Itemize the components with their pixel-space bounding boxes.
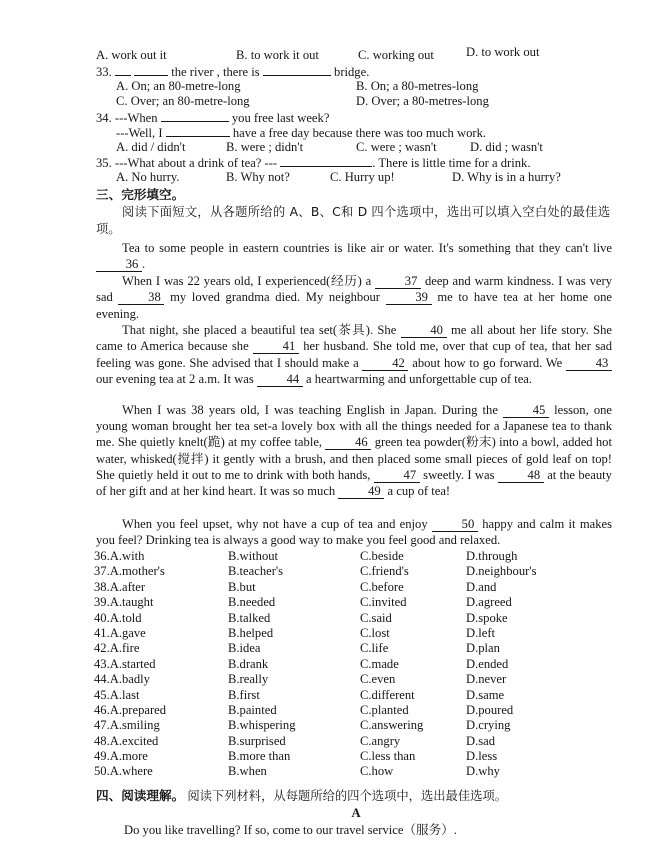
option-a: 49.A.more <box>94 749 148 764</box>
answer-blank <box>161 110 229 122</box>
cloze-blank-41: 41 <box>253 340 299 354</box>
option-b: B.when <box>228 764 267 779</box>
option-c: C.even <box>360 672 396 687</box>
paragraph-text: at the beauty of her gift and at her kind heart. It was so much <box>96 467 612 499</box>
option-c: C.said <box>360 610 392 625</box>
option-a: A. On; an 80-metre-long <box>116 79 241 93</box>
question-text: the river , there is <box>171 65 260 79</box>
cloze-blank-36: 36 <box>96 258 142 272</box>
paragraph-text: When you feel upset, why not have a cup of tea and enjoy <box>122 517 428 531</box>
option-c: C.how <box>360 764 394 779</box>
reading-heading-line <box>96 788 616 804</box>
question-text: you free last week? <box>231 111 330 125</box>
paragraph-text: my loved grandma died. My neighbour <box>170 290 380 305</box>
cloze-blank-46: 46 <box>325 436 371 450</box>
option-d: D.crying <box>466 718 511 733</box>
section-heading-reading: 四、阅读理解。 <box>96 788 185 803</box>
option-row <box>94 718 614 733</box>
option-b: B.needed <box>228 595 276 610</box>
paragraph-text: When I was 22 years old, I experienced(经历) a <box>122 274 372 288</box>
option-d: D. did ; wasn't <box>470 140 543 154</box>
paragraph-text: a cup of tea! <box>387 484 451 499</box>
option-b: B.but <box>228 579 256 594</box>
q35-options <box>116 170 616 185</box>
passage-first-line: Do you like travelling? If so, come to our travel service（服务）. <box>124 823 457 837</box>
option-c: C. were ; wasn't <box>356 140 437 154</box>
option-row <box>94 749 614 764</box>
answer-blank <box>280 155 372 167</box>
question-text: have a free day because there was too much work. <box>232 126 487 140</box>
option-row <box>94 564 614 579</box>
option-b: B. Why not? <box>226 170 290 184</box>
option-c: C.planted <box>360 702 409 717</box>
option-c: C. Over; an 80-metre-long <box>116 94 250 108</box>
question-35 <box>96 155 616 170</box>
paragraph-text: a heartwarming and unforgettable cup of tea. <box>306 372 533 387</box>
option-c: C.less than <box>360 749 416 764</box>
cloze-blank-45: 45 <box>503 404 549 418</box>
option-c: C.made <box>360 656 399 671</box>
option-c: C.life <box>360 641 389 656</box>
q34-options <box>116 140 616 155</box>
option-d: D.why <box>466 764 500 779</box>
option-row <box>94 595 614 610</box>
option-row <box>94 626 614 641</box>
paragraph-text: me to have tea at her home one evening. <box>96 290 612 321</box>
option-b: B. On; a 80-metres-long <box>356 79 479 93</box>
cloze-blank-47: 47 <box>374 469 420 483</box>
option-a: 36.A.with <box>94 549 145 563</box>
option-b: B.helped <box>228 625 274 640</box>
cloze-paragraph-3 <box>96 322 612 388</box>
option-a: A. No hurry. <box>116 170 180 184</box>
cloze-blank-50: 50 <box>432 518 478 532</box>
option-d: D. Why is in a hurry? <box>452 170 561 184</box>
option-a: 42.A.fire <box>94 641 140 656</box>
option-row <box>94 734 614 749</box>
option-b: B. to work it out <box>236 48 319 62</box>
option-d: D.through <box>466 549 518 563</box>
cloze-options-table <box>94 549 614 780</box>
question-number: 33. <box>96 65 112 79</box>
paragraph-text: When I was 38 years old, I was teaching English in Japan. During the <box>122 403 498 417</box>
paragraph-text: That night, she placed a beautiful tea set(茶具). She <box>122 323 397 337</box>
option-row <box>94 641 614 656</box>
answer-blank <box>166 125 230 137</box>
cloze-blank-40: 40 <box>401 324 447 338</box>
question-34 <box>96 110 616 125</box>
option-b: B.first <box>228 687 260 702</box>
paragraph-text: her husband. She told me, over that cup of tea, that her sad feeling was gone. She advised that I should make a <box>96 339 612 370</box>
option-row <box>94 549 614 564</box>
option-a: 43.A.started <box>94 656 156 671</box>
option-d: D. Over; a 80-metres-long <box>356 94 489 108</box>
option-b: B.really <box>228 672 269 687</box>
question-34-line2 <box>116 125 616 140</box>
option-a: 48.A.excited <box>94 733 159 748</box>
option-b: B.idea <box>228 641 261 656</box>
option-d: D.left <box>466 625 496 640</box>
option-a: 37.A.mother's <box>94 564 165 579</box>
option-b: B.talked <box>228 610 271 625</box>
cloze-blank-42: 42 <box>362 357 408 371</box>
cloze-blank-43: 43 <box>566 357 612 371</box>
option-c: C.beside <box>360 549 404 563</box>
option-d: D.poured <box>466 702 514 717</box>
option-d: D.agreed <box>466 595 512 610</box>
option-a: 41.A.gave <box>94 625 146 640</box>
paragraph-text: Tea to some people in eastern countries is like air or water. It's something that they can't live <box>122 241 612 255</box>
option-a: 44.A.badly <box>94 672 150 687</box>
option-a: 38.A.after <box>94 579 146 594</box>
option-b: B.whispering <box>228 718 296 733</box>
option-a: A. did / didn't <box>116 140 186 154</box>
option-row <box>94 764 614 779</box>
cloze-paragraph-1: Tea to some people in eastern countries is like air or water. It's something that they can't live 36 . <box>96 240 612 273</box>
option-d: D.neighbour's <box>466 564 537 579</box>
answer-blank <box>115 64 131 76</box>
cloze-paragraph-2 <box>96 273 612 322</box>
option-c: C.answering <box>360 718 424 733</box>
option-a: 46.A.prepared <box>94 702 167 717</box>
cloze-blank-49: 49 <box>338 485 384 499</box>
paragraph-text: lesson, one young woman brought her tea set-a lovely box with all the things needed for a Japanese tea to thank me. She quietly knelt(跪) at my coffee table, <box>96 403 613 450</box>
option-a: 39.A.taught <box>94 595 154 610</box>
cloze-blank-48: 48 <box>498 469 544 483</box>
option-c: C.invited <box>360 595 407 610</box>
q33-options-row2 <box>116 94 616 109</box>
option-a: 45.A.last <box>94 687 140 702</box>
option-row <box>94 672 614 687</box>
option-row <box>94 611 614 626</box>
paragraph-text: our evening tea at 2 a.m. It was <box>96 372 254 387</box>
option-a: A. work out it <box>96 48 167 62</box>
paragraph-text: happy and calm it makes you feel? Drinking tea is always a good way to make you feel good and relaxed. <box>96 517 612 548</box>
option-b: B.painted <box>228 702 277 717</box>
paragraph-text: sweetly. I was <box>423 467 495 482</box>
cloze-blank-39: 39 <box>386 291 432 305</box>
option-row <box>94 703 614 718</box>
option-c: C.lost <box>360 625 390 640</box>
question-number: 35. ---What about a drink of tea? --- <box>96 156 278 170</box>
option-b: B.teacher's <box>228 564 284 579</box>
option-d: D.and <box>466 579 497 594</box>
reading-instruction: 阅读下列材料，从每题所给的四个选项中，选出最佳选项。 <box>187 789 508 803</box>
option-row <box>94 657 614 672</box>
option-b: B.without <box>228 549 279 563</box>
option-b: B.surprised <box>228 733 286 748</box>
q32-options <box>96 45 616 63</box>
option-d: D.sad <box>466 733 496 748</box>
option-a: 50.A.where <box>94 764 153 779</box>
paragraph-text: about how to go forward. We <box>412 355 563 370</box>
option-c: C. working out <box>358 48 434 62</box>
option-d: D.same <box>466 687 505 702</box>
option-a: 40.A.told <box>94 610 142 625</box>
option-d: D.less <box>466 749 498 764</box>
option-row <box>94 688 614 703</box>
option-d: D.plan <box>466 641 500 656</box>
option-a: 47.A.smiling <box>94 718 160 733</box>
option-b: B.drank <box>228 656 269 671</box>
answer-blank <box>134 64 168 76</box>
cloze-blank-44: 44 <box>257 373 303 387</box>
question-text: ---Well, I <box>116 126 163 140</box>
cloze-paragraph-4 <box>96 402 612 499</box>
option-c: C. Hurry up! <box>330 170 395 184</box>
cloze-instruction: 阅读下面短文，从各题所给的 A、B、C和 D 四个选项中，选出可以填入空白处的最佳选项。 <box>96 205 610 236</box>
answer-blank <box>263 64 331 76</box>
question-33 <box>96 64 616 79</box>
option-c: C.before <box>360 579 404 594</box>
cloze-blank-38: 38 <box>118 291 164 305</box>
question-text: bridge. <box>334 65 370 79</box>
q33-options-row1 <box>116 79 616 94</box>
option-d: D.spoke <box>466 610 508 625</box>
cloze-blank-37: 37 <box>375 275 421 289</box>
option-c: C.angry <box>360 733 401 748</box>
option-c: C.friend's <box>360 564 409 579</box>
passage-label: A <box>351 806 361 820</box>
cloze-paragraph-5 <box>96 516 612 548</box>
question-number: 34. ---When <box>96 111 158 125</box>
option-d: D. to work out <box>466 45 540 59</box>
paragraph-text: deep and warm kindness. I was very sad <box>96 274 612 305</box>
section-heading-cloze: 三、完形填空。 <box>96 187 185 202</box>
question-text: . There is little time for a drink. <box>372 156 531 170</box>
option-b: B.more than <box>228 749 291 764</box>
option-row <box>94 580 614 595</box>
option-d: D.never <box>466 672 507 687</box>
paragraph-text: me all about her life story. She came to America because she <box>96 323 612 354</box>
option-c: C.different <box>360 687 415 702</box>
option-d: D.ended <box>466 656 509 671</box>
paragraph-text: green tea powder(粉末) into a bowl, added hot water, whisked(搅拌) it gently with a brush, and then placed some small pieces of gold leaf on top! She quietly held it out to me to drink with both hands, <box>96 435 612 482</box>
option-b: B. were ; didn't <box>226 140 304 154</box>
